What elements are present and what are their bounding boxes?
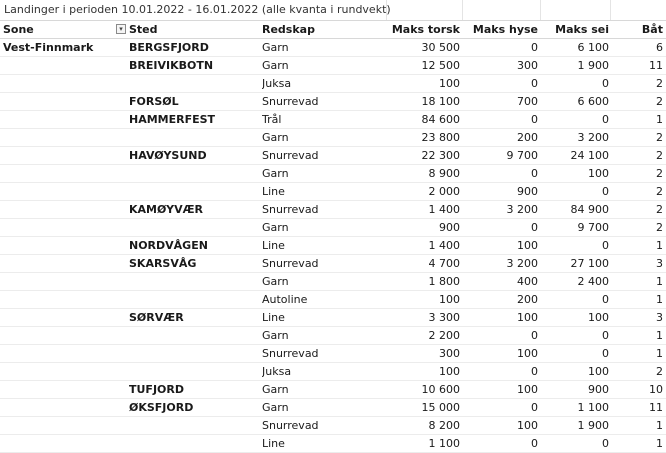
- cell-maks-hyse: 0: [531, 77, 538, 90]
- cell-redskap: Garn: [262, 401, 289, 414]
- table-row: [0, 75, 666, 93]
- cell-maks-hyse: 0: [531, 113, 538, 126]
- cell-maks-sei: 9 700: [577, 221, 609, 234]
- cell-maks-torsk: 84 600: [421, 113, 460, 126]
- cell-redskap: Line: [262, 239, 285, 252]
- cell-maks-torsk: 22 300: [421, 149, 460, 162]
- cell-maks-torsk: 10 600: [421, 383, 460, 396]
- header-maks-sei[interactable]: Maks sei: [555, 23, 609, 36]
- table-header: [0, 20, 666, 39]
- header-maks-torsk[interactable]: Maks torsk: [391, 23, 460, 36]
- cell-redskap: Juksa: [262, 365, 292, 378]
- cell-maks-hyse: 0: [531, 41, 538, 54]
- cell-bat: 1: [656, 293, 663, 306]
- cell-maks-hyse: 0: [531, 329, 538, 342]
- title-cell-divider: [386, 0, 387, 20]
- cell-maks-torsk: 300: [439, 347, 460, 360]
- cell-maks-torsk: 900: [439, 221, 460, 234]
- cell-bat: 1: [656, 329, 663, 342]
- table-row: [0, 129, 666, 147]
- cell-bat: 11: [649, 59, 663, 72]
- cell-maks-sei: 24 100: [570, 149, 609, 162]
- cell-bat: 1: [656, 437, 663, 450]
- cell-bat: 2: [656, 203, 663, 216]
- cell-bat: 1: [656, 347, 663, 360]
- cell-bat: 6: [656, 41, 663, 54]
- cell-sted: FORSØL: [129, 95, 179, 108]
- cell-redskap: Garn: [262, 383, 289, 396]
- cell-maks-hyse: 3 200: [506, 257, 538, 270]
- table-row: [0, 399, 666, 417]
- cell-maks-sei: 3 200: [577, 131, 609, 144]
- cell-maks-hyse: 100: [517, 311, 538, 324]
- cell-bat: 3: [656, 257, 663, 270]
- cell-maks-sei: 100: [588, 365, 609, 378]
- cell-maks-torsk: 1 400: [428, 203, 460, 216]
- header-sone[interactable]: Sone: [3, 23, 34, 36]
- cell-maks-sei: 1 100: [577, 401, 609, 414]
- cell-redskap: Garn: [262, 131, 289, 144]
- table-row: [0, 237, 666, 255]
- title-cell-divider: [462, 0, 463, 20]
- cell-maks-torsk: 8 200: [428, 419, 460, 432]
- cell-maks-sei: 0: [602, 239, 609, 252]
- cell-maks-torsk: 18 100: [421, 95, 460, 108]
- cell-maks-hyse: 0: [531, 401, 538, 414]
- cell-maks-hyse: 200: [517, 293, 538, 306]
- cell-maks-hyse: 9 700: [506, 149, 538, 162]
- cell-maks-sei: 84 900: [570, 203, 609, 216]
- cell-redskap: Snurrevad: [262, 149, 319, 162]
- cell-redskap: Garn: [262, 41, 289, 54]
- cell-sted: BERGSFJORD: [129, 41, 209, 54]
- cell-bat: 2: [656, 221, 663, 234]
- cell-maks-torsk: 2 000: [428, 185, 460, 198]
- cell-maks-sei: 1 900: [577, 419, 609, 432]
- header-sted[interactable]: Sted: [129, 23, 158, 36]
- cell-maks-hyse: 3 200: [506, 203, 538, 216]
- cell-maks-torsk: 15 000: [421, 401, 460, 414]
- cell-maks-torsk: 1 100: [428, 437, 460, 450]
- cell-maks-torsk: 4 700: [428, 257, 460, 270]
- cell-maks-torsk: 8 900: [428, 167, 460, 180]
- cell-maks-sei: 0: [602, 77, 609, 90]
- cell-maks-sei: 0: [602, 329, 609, 342]
- cell-redskap: Line: [262, 185, 285, 198]
- table-row: [0, 219, 666, 237]
- cell-maks-hyse: 100: [517, 419, 538, 432]
- cell-maks-sei: 100: [588, 167, 609, 180]
- cell-redskap: Snurrevad: [262, 347, 319, 360]
- cell-maks-sei: 27 100: [570, 257, 609, 270]
- cell-maks-hyse: 100: [517, 347, 538, 360]
- cell-bat: 1: [656, 113, 663, 126]
- cell-maks-sei: 0: [602, 293, 609, 306]
- cell-maks-hyse: 0: [531, 221, 538, 234]
- cell-bat: 2: [656, 185, 663, 198]
- cell-bat: 3: [656, 311, 663, 324]
- cell-maks-torsk: 3 300: [428, 311, 460, 324]
- cell-sted: SØRVÆR: [129, 311, 184, 324]
- cell-maks-sei: 100: [588, 311, 609, 324]
- table-row: [0, 111, 666, 129]
- cell-bat: 11: [649, 401, 663, 414]
- cell-sted: ØKSFJORD: [129, 401, 194, 414]
- cell-bat: 1: [656, 275, 663, 288]
- table-row: [0, 93, 666, 111]
- cell-maks-sei: 0: [602, 347, 609, 360]
- cell-redskap: Line: [262, 437, 285, 450]
- cell-redskap: Snurrevad: [262, 95, 319, 108]
- cell-maks-hyse: 400: [517, 275, 538, 288]
- table-row: [0, 255, 666, 273]
- cell-maks-hyse: 300: [517, 59, 538, 72]
- report-title: Landinger i perioden 10.01.2022 - 16.01.2022 (alle kvanta i rundvekt): [4, 3, 391, 16]
- cell-bat: 2: [656, 365, 663, 378]
- table-row: [0, 273, 666, 291]
- cell-maks-torsk: 1 400: [428, 239, 460, 252]
- landings-table: [0, 20, 666, 453]
- table-row: [0, 165, 666, 183]
- cell-bat: 2: [656, 149, 663, 162]
- table-row: [0, 381, 666, 399]
- table-row: [0, 363, 666, 381]
- table-body: [0, 39, 666, 453]
- cell-sted: BREIVIKBOTN: [129, 59, 214, 72]
- cell-sone: Vest-Finnmark: [3, 41, 94, 54]
- cell-bat: 10: [649, 383, 663, 396]
- cell-redskap: Juksa: [262, 77, 292, 90]
- cell-sted: HAMMERFEST: [129, 113, 216, 126]
- table-row: [0, 39, 666, 57]
- cell-maks-hyse: 700: [517, 95, 538, 108]
- cell-sted: NORDVÅGEN: [129, 239, 208, 252]
- cell-bat: 1: [656, 419, 663, 432]
- table-row: [0, 183, 666, 201]
- cell-redskap: Garn: [262, 59, 289, 72]
- cell-maks-sei: 6 100: [577, 41, 609, 54]
- cell-maks-hyse: 0: [531, 167, 538, 180]
- cell-redskap: Garn: [262, 221, 289, 234]
- cell-maks-torsk: 1 800: [428, 275, 460, 288]
- cell-bat: 2: [656, 77, 663, 90]
- header-maks-hyse[interactable]: Maks hyse: [472, 23, 538, 36]
- cell-maks-hyse: 900: [517, 185, 538, 198]
- cell-maks-hyse: 0: [531, 437, 538, 450]
- table-row: [0, 345, 666, 363]
- cell-maks-torsk: 100: [439, 365, 460, 378]
- table-row: [0, 417, 666, 435]
- cell-sted: HAVØYSUND: [129, 149, 207, 162]
- title-cell-divider: [540, 0, 541, 20]
- cell-maks-sei: 900: [588, 383, 609, 396]
- table-row: [0, 309, 666, 327]
- cell-sted: SKARSVÅG: [129, 257, 197, 270]
- table-row: [0, 147, 666, 165]
- header-bat[interactable]: Båt: [641, 23, 663, 36]
- cell-bat: 1: [656, 239, 663, 252]
- table-row: [0, 201, 666, 219]
- cell-bat: 2: [656, 95, 663, 108]
- cell-maks-torsk: 100: [439, 293, 460, 306]
- cell-redskap: Line: [262, 311, 285, 324]
- table-row: [0, 57, 666, 75]
- cell-sted: TUFJORD: [129, 383, 184, 396]
- table-row: [0, 435, 666, 453]
- cell-maks-torsk: 100: [439, 77, 460, 90]
- cell-maks-sei: 6 600: [577, 95, 609, 108]
- cell-sted: KAMØYVÆR: [129, 203, 204, 216]
- cell-redskap: Garn: [262, 275, 289, 288]
- cell-maks-torsk: 23 800: [421, 131, 460, 144]
- cell-maks-hyse: 100: [517, 239, 538, 252]
- cell-maks-torsk: 30 500: [421, 41, 460, 54]
- cell-maks-sei: 0: [602, 437, 609, 450]
- cell-redskap: Snurrevad: [262, 257, 319, 270]
- cell-redskap: Snurrevad: [262, 419, 319, 432]
- cell-redskap: Garn: [262, 167, 289, 180]
- cell-maks-sei: 0: [602, 185, 609, 198]
- cell-maks-torsk: 2 200: [428, 329, 460, 342]
- cell-maks-sei: 2 400: [577, 275, 609, 288]
- cell-maks-torsk: 12 500: [421, 59, 460, 72]
- cell-maks-sei: 0: [602, 113, 609, 126]
- cell-redskap: Trål: [262, 113, 282, 126]
- header-redskap[interactable]: Redskap: [262, 23, 315, 36]
- table-row: [0, 291, 666, 309]
- cell-maks-sei: 1 900: [577, 59, 609, 72]
- filter-icon[interactable]: ▾: [116, 24, 126, 34]
- title-cell-divider: [610, 0, 611, 20]
- cell-redskap: Garn: [262, 329, 289, 342]
- cell-bat: 2: [656, 167, 663, 180]
- table-row: [0, 327, 666, 345]
- cell-bat: 2: [656, 131, 663, 144]
- cell-maks-hyse: 200: [517, 131, 538, 144]
- cell-maks-hyse: 0: [531, 365, 538, 378]
- cell-redskap: Autoline: [262, 293, 308, 306]
- cell-redskap: Snurrevad: [262, 203, 319, 216]
- cell-maks-hyse: 100: [517, 383, 538, 396]
